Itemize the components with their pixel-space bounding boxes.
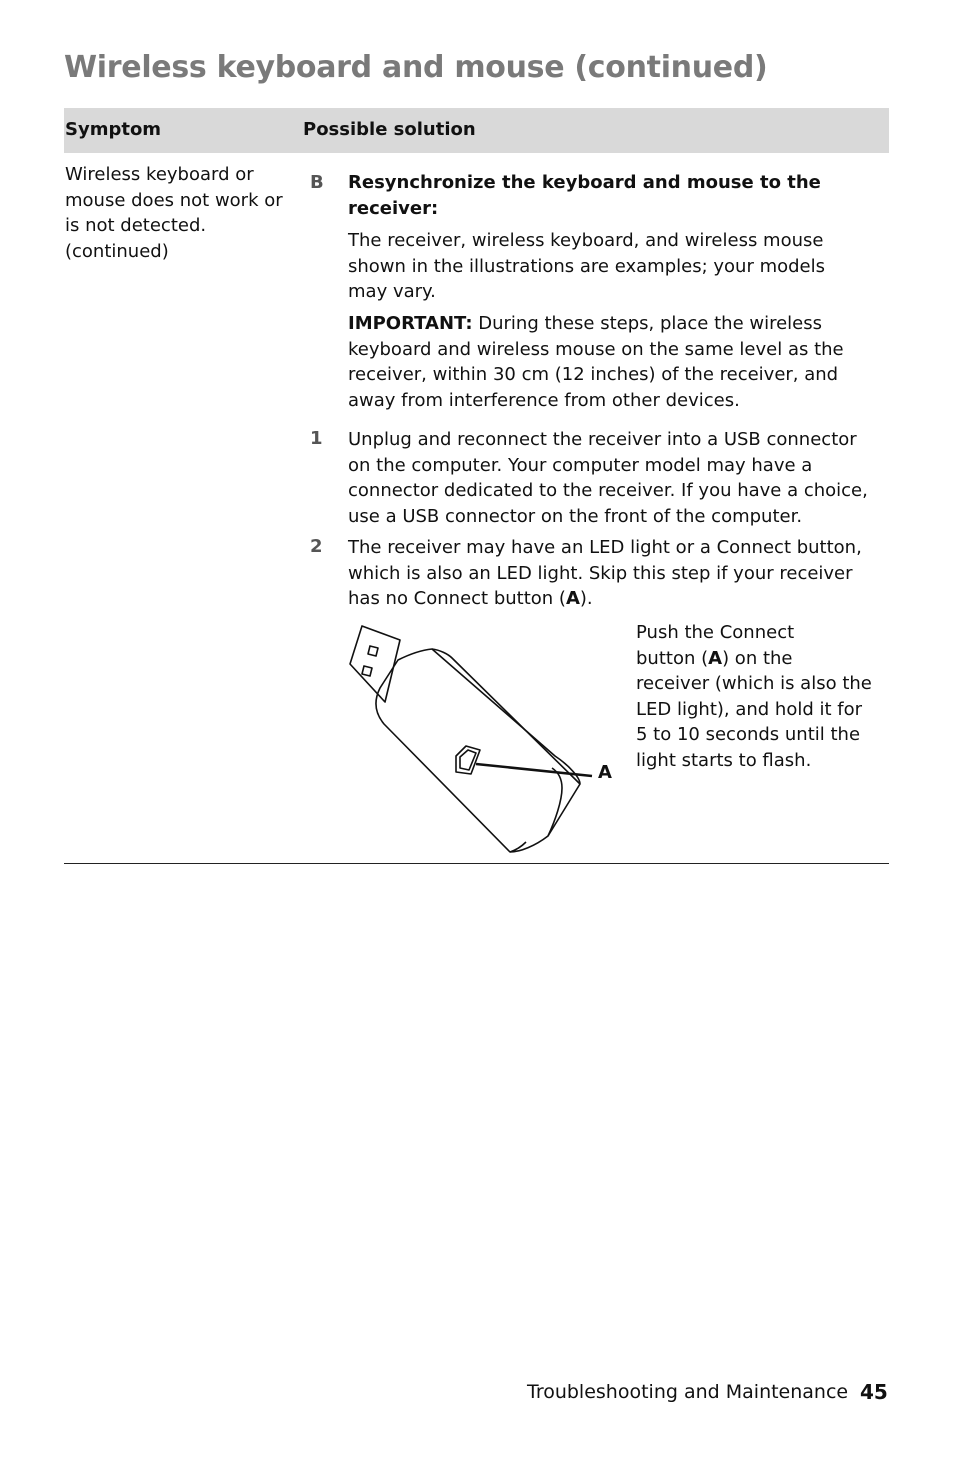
- step-line-suffix: ).: [579, 588, 593, 609]
- caption-line: LED light), and hold it for: [636, 698, 863, 720]
- section-b-intro: [348, 228, 868, 305]
- caption-line: light starts to flash.: [636, 749, 812, 771]
- section-b-heading: [348, 170, 868, 221]
- solution-column-header: Possible solution: [303, 119, 476, 140]
- page-number: 45: [860, 1380, 888, 1404]
- usb-plug-hole: [368, 646, 378, 656]
- important-line: During these steps, place the wireless: [472, 313, 822, 334]
- caption-line: Push the Connect: [636, 622, 795, 643]
- symptom-line: (continued): [65, 240, 169, 262]
- symptom-cell: [65, 162, 290, 264]
- callout-label-a: A: [598, 762, 612, 783]
- step-line: The receiver may have an LED light or a Connect button,: [348, 537, 862, 558]
- intro-line: The receiver, wireless keyboard, and wireless mouse: [348, 230, 824, 251]
- symptom-line: mouse does not work or: [65, 189, 283, 211]
- callout-reference: A: [708, 647, 723, 669]
- step-line: Unplug and reconnect the receiver into a USB connector: [348, 429, 857, 450]
- intro-line: may vary.: [348, 281, 436, 302]
- step-line: which is also an LED light. Skip this step if your receiver: [348, 562, 853, 584]
- callout-reference: A: [565, 588, 580, 609]
- step-line: use a USB connector on the front of the computer.: [348, 505, 803, 527]
- caption-line-suffix: ) on the: [722, 647, 793, 669]
- intro-line: shown in the illustrations are examples; your models: [348, 255, 825, 277]
- figure-caption: [636, 620, 876, 773]
- important-line: keyboard and wireless mouse on the same level as the: [348, 338, 844, 360]
- step-line: on the computer. Your computer model may have a: [348, 454, 813, 476]
- table-header: [64, 108, 889, 153]
- caption-line-prefix: button (: [636, 647, 709, 669]
- heading-line: receiver:: [348, 197, 439, 219]
- usb-receiver-illustration: [340, 616, 630, 861]
- step-number: 2: [310, 536, 323, 557]
- page-title: Wireless keyboard and mouse (continued): [64, 50, 768, 85]
- caption-line: 5 to 10 seconds until the: [636, 724, 861, 745]
- step-number: 1: [310, 428, 323, 449]
- symptom-line: Wireless keyboard or: [65, 164, 254, 185]
- symptom-column-header: Symptom: [65, 119, 162, 140]
- step-line: connector dedicated to the receiver. If you have a choice,: [348, 480, 868, 501]
- symptom-line: is not detected.: [65, 215, 207, 236]
- important-label: IMPORTANT:: [348, 313, 473, 334]
- section-marker-b: B: [310, 172, 324, 193]
- step-1-text: [348, 427, 868, 529]
- callout-line: [476, 764, 592, 776]
- usb-plug-hole: [362, 666, 372, 676]
- step-2-text: [348, 535, 868, 612]
- step-line-prefix: has no Connect button (: [348, 588, 566, 609]
- important-note: [348, 311, 868, 413]
- usb-plug-outline: [350, 626, 400, 702]
- important-line: away from interference from other devices.: [348, 389, 740, 411]
- table-bottom-rule: [64, 863, 889, 864]
- caption-line: receiver (which is also the: [636, 673, 872, 694]
- footer-section-label: Troubleshooting and Maintenance: [527, 1381, 849, 1403]
- important-line: receiver, within 30 cm (12 inches) of the receiver, and: [348, 364, 839, 385]
- receiver-body-outline: [376, 649, 580, 852]
- heading-line: Resynchronize the keyboard and mouse to the: [348, 172, 821, 193]
